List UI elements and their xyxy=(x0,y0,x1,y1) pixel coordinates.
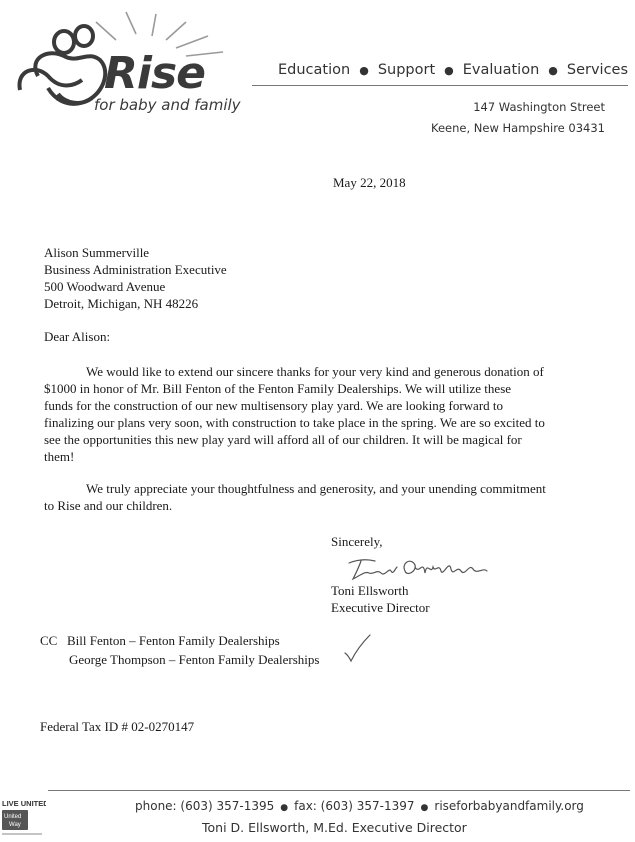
footer-contact xyxy=(135,799,584,813)
service-evaluation: Evaluation xyxy=(462,62,540,78)
footer-phone: phone: (603) 357-1395 xyxy=(135,799,275,813)
footer-fax: fax: (603) 357-1397 xyxy=(294,799,415,813)
letter-date: May 22, 2018 xyxy=(333,175,406,190)
bullet-separator: ● xyxy=(359,64,369,77)
live-united-logo xyxy=(2,797,46,837)
rise-logo xyxy=(8,6,248,118)
header-divider xyxy=(252,85,628,86)
service-education: Education xyxy=(278,62,351,78)
cc-recipient-1: Bill Fenton – Fenton Family Dealerships xyxy=(67,633,280,648)
recipient-name: Alison Summerville xyxy=(44,245,150,260)
address-street: 147 Washington Street xyxy=(473,100,605,114)
body-paragraph-1 xyxy=(44,363,584,465)
paragraph-line: We truly appreciate your thoughtfulness and generosity, and your unending commitment xyxy=(86,481,546,496)
united-way-text-2: Way xyxy=(9,822,21,828)
paragraph-line: see the opportunities this new play yard will afford all of our children. It will be magical for xyxy=(44,432,522,447)
service-support: Support xyxy=(377,62,436,78)
paragraph-line: finalizing our plans very soon, with construction to take place in the spring. We are so excited to xyxy=(44,415,545,430)
bullet-separator: ● xyxy=(548,64,558,77)
cc-block xyxy=(40,632,319,670)
logo-tagline: for baby and family xyxy=(94,96,241,114)
signer-title: Executive Director xyxy=(331,600,430,615)
services-list xyxy=(278,62,628,78)
bullet-separator: ● xyxy=(280,803,289,813)
federal-tax-id: Federal Tax ID # 02-0270147 xyxy=(40,719,195,734)
footer-website[interactable]: riseforbabyandfamily.org xyxy=(434,799,584,813)
bullet-separator: ● xyxy=(420,803,429,813)
signer-name: Toni Ellsworth xyxy=(331,583,409,598)
paragraph-line: them! xyxy=(44,449,75,464)
paragraph-line: $1000 in honor of Mr. Bill Fenton of the Fenton Family Dealerships. We will utilize these xyxy=(44,381,512,396)
recipient-address xyxy=(44,244,227,312)
footer-divider xyxy=(48,790,630,791)
salutation: Dear Alison: xyxy=(44,329,111,344)
cc-label: CC xyxy=(40,633,58,648)
recipient-title: Business Administration Executive xyxy=(44,262,227,277)
closing: Sincerely, xyxy=(331,534,383,549)
address-city: Keene, New Hampshire 03431 xyxy=(431,121,605,135)
footer-director: Toni D. Ellsworth, M.Ed. Executive Director xyxy=(202,820,467,835)
recipient-city: Detroit, Michigan, NH 48226 xyxy=(44,296,199,311)
united-way-text-1: United xyxy=(4,814,22,820)
body-paragraph-2 xyxy=(44,480,584,514)
live-united-text: LIVE UNITED xyxy=(2,799,46,808)
paragraph-line: funds for the construction of our new multisensory play yard. We are looking forward to xyxy=(44,398,504,413)
recipient-street: 500 Woodward Avenue xyxy=(44,279,166,294)
checkmark-icon xyxy=(342,633,372,663)
paragraph-line: to Rise and our children. xyxy=(44,498,173,513)
handwritten-signature xyxy=(345,553,490,585)
bullet-separator: ● xyxy=(444,64,454,77)
service-services: Services xyxy=(566,62,629,78)
cc-recipient-2: George Thompson – Fenton Family Dealerships xyxy=(69,652,320,667)
paragraph-line: We would like to extend our sincere thanks for your very kind and generous donation of xyxy=(86,364,544,379)
logo-wordmark: Rise xyxy=(104,48,205,99)
signature-scrawl xyxy=(345,553,490,585)
